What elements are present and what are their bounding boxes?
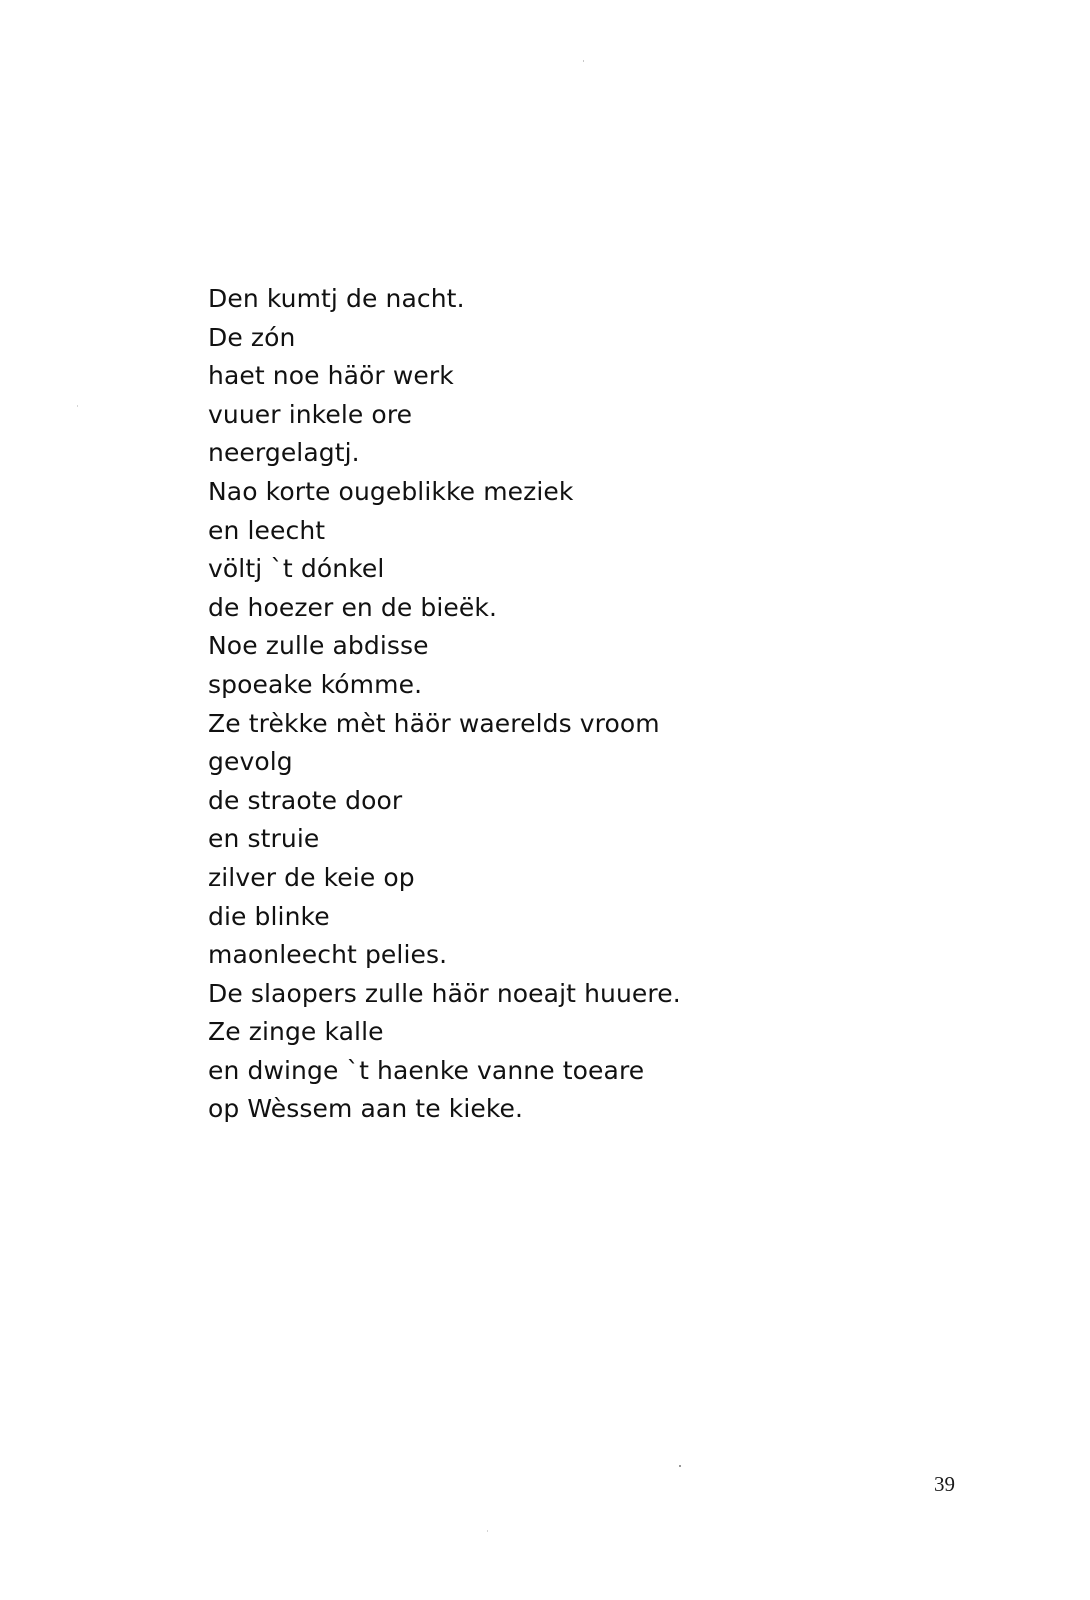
poem-line: Den kumtj de nacht. bbox=[208, 284, 465, 313]
poem-line: Ze trèkke mèt häör waerelds vroom bbox=[208, 708, 660, 738]
poem-line: gevolg bbox=[208, 747, 293, 777]
scan-speck bbox=[679, 1465, 681, 1467]
poem-line: völtj `t dónkel bbox=[208, 554, 385, 584]
scan-speck bbox=[583, 60, 584, 62]
poem-line: spoeake kómme. bbox=[208, 669, 423, 699]
poem-line: die blinke bbox=[208, 901, 330, 931]
scan-speck bbox=[77, 405, 78, 407]
poem-line: de straote door bbox=[208, 785, 403, 815]
scan-speck bbox=[487, 1530, 488, 1532]
poem-line: De slaopers zulle häör noeajt huuere. bbox=[208, 978, 681, 1008]
poem-line: zilver de keie op bbox=[208, 862, 415, 892]
poem bbox=[208, 280, 681, 1129]
poem-line: De zón bbox=[208, 322, 296, 352]
page-number: 39 bbox=[934, 1472, 955, 1496]
poem-line: de hoezer en de bieëk. bbox=[208, 592, 498, 622]
poem-line: neergelagtj. bbox=[208, 438, 360, 468]
poem-line: Ze zinge kalle bbox=[208, 1017, 384, 1047]
poem-line: Nao korte ougeblikke meziek bbox=[208, 476, 574, 506]
poem-line: maonleecht pelies. bbox=[208, 940, 448, 970]
poem-line: Noe zulle abdisse bbox=[208, 631, 429, 661]
poem-line: vuuer inkele ore bbox=[208, 399, 413, 429]
poem-line: haet noe häör werk bbox=[208, 361, 454, 391]
poem-line: en leecht bbox=[208, 515, 326, 545]
poem-line: en struie bbox=[208, 824, 320, 854]
poem-line: op Wèssem aan te kieke. bbox=[208, 1094, 524, 1124]
poem-line: en dwinge `t haenke vanne toeare bbox=[208, 1055, 645, 1085]
